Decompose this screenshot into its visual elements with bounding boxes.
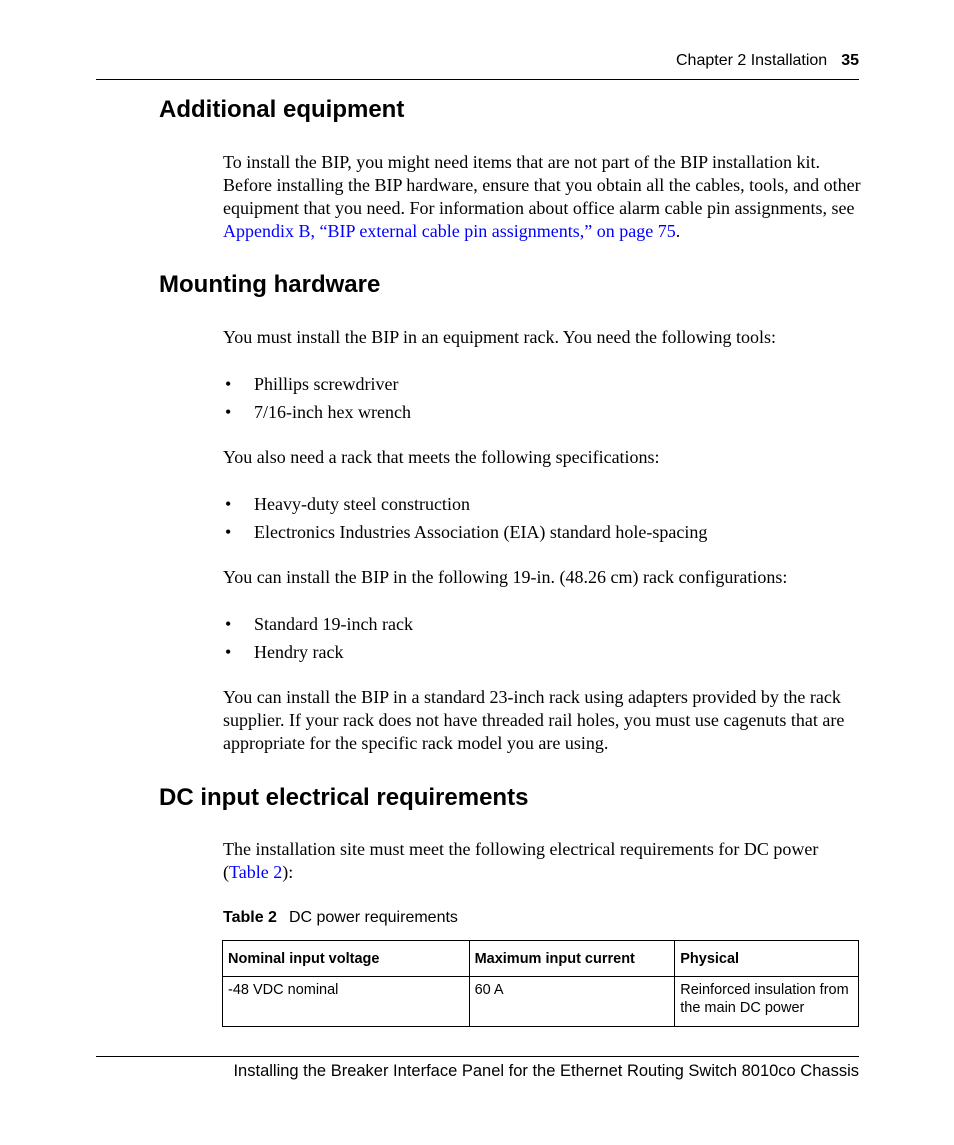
mounting-intro: You must install the BIP in an equipment rack. You need the following tools: (223, 327, 776, 347)
tools-list (223, 370, 863, 426)
table-header-row (223, 941, 859, 977)
heading-dc-input: DC input electrical requirements (159, 784, 529, 811)
column-header: Physical (675, 941, 859, 977)
footer-rule (96, 1056, 859, 1057)
page-number: 35 (841, 52, 859, 69)
adapter-note: You can install the BIP in a standard 23-inch rack using adapters provided by the rack supplier. If your rack does not have threaded rail holes, you must use cagenuts that are appropriate for the specific rack model you are using. (223, 687, 845, 753)
specs-list (223, 490, 863, 546)
header-rule (96, 79, 859, 80)
chapter-title: Chapter 2 Installation (676, 52, 828, 69)
table-caption-label: Table 2 (223, 909, 277, 926)
bullet: • (225, 522, 232, 542)
table-2-link[interactable]: Table 2 (229, 862, 283, 882)
heading-additional-equipment: Additional equipment (159, 96, 405, 123)
list-item: • Hendry rack (223, 638, 863, 666)
configs-intro: You can install the BIP in the following 19-in. (48.26 cm) rack configurations: (223, 567, 788, 587)
appendix-b-link[interactable]: Appendix B, “BIP external cable pin assignments,” on page 75 (223, 221, 676, 241)
table-caption (223, 908, 458, 928)
list-item: • Electronics Industries Association (EIA) standard hole-spacing (223, 518, 863, 546)
specs-intro: You also need a rack that meets the following specifications: (223, 447, 660, 467)
table-row (223, 977, 859, 1027)
heading-mounting-hardware: Mounting hardware (159, 271, 381, 298)
dc-text: The installation site must meet the following electrical requirements for DC power ( (223, 839, 819, 882)
table-cell: 60 A (469, 977, 675, 1027)
bullet: • (225, 494, 232, 514)
column-header: Nominal input voltage (223, 941, 470, 977)
list-item: • Phillips screwdriver (223, 370, 863, 398)
additional-end: . (675, 221, 681, 241)
bullet: • (225, 642, 232, 662)
table-cell: -48 VDC nominal (223, 977, 470, 1027)
configs-list (223, 610, 863, 666)
page-header (96, 51, 859, 71)
list-item: • Standard 19-inch rack (223, 610, 863, 638)
table-cell: Reinforced insulation from the main DC power (675, 977, 859, 1027)
dc-power-table (222, 940, 859, 1027)
dc-paragraph (223, 838, 863, 884)
bullet: • (225, 374, 232, 394)
list-item: • Heavy-duty steel construction (223, 490, 863, 518)
additional-text: To install the BIP, you might need items that are not part of the BIP installation kit. Before installing the BIP hardware, ensure that you obtain all the cables, tools, and other equipment that you need. For information about office alarm cable pin assignments, see (223, 152, 861, 218)
bullet: • (225, 614, 232, 634)
bullet: • (225, 402, 232, 422)
list-item: • 7/16-inch hex wrench (223, 398, 863, 426)
column-header: Maximum input current (469, 941, 675, 977)
additional-equipment-paragraph (223, 151, 863, 243)
page-footer: Installing the Breaker Interface Panel for the Ethernet Routing Switch 8010co Chassis (233, 1062, 859, 1080)
table-caption-text: DC power requirements (288, 909, 458, 926)
dc-end: ): (282, 862, 294, 882)
